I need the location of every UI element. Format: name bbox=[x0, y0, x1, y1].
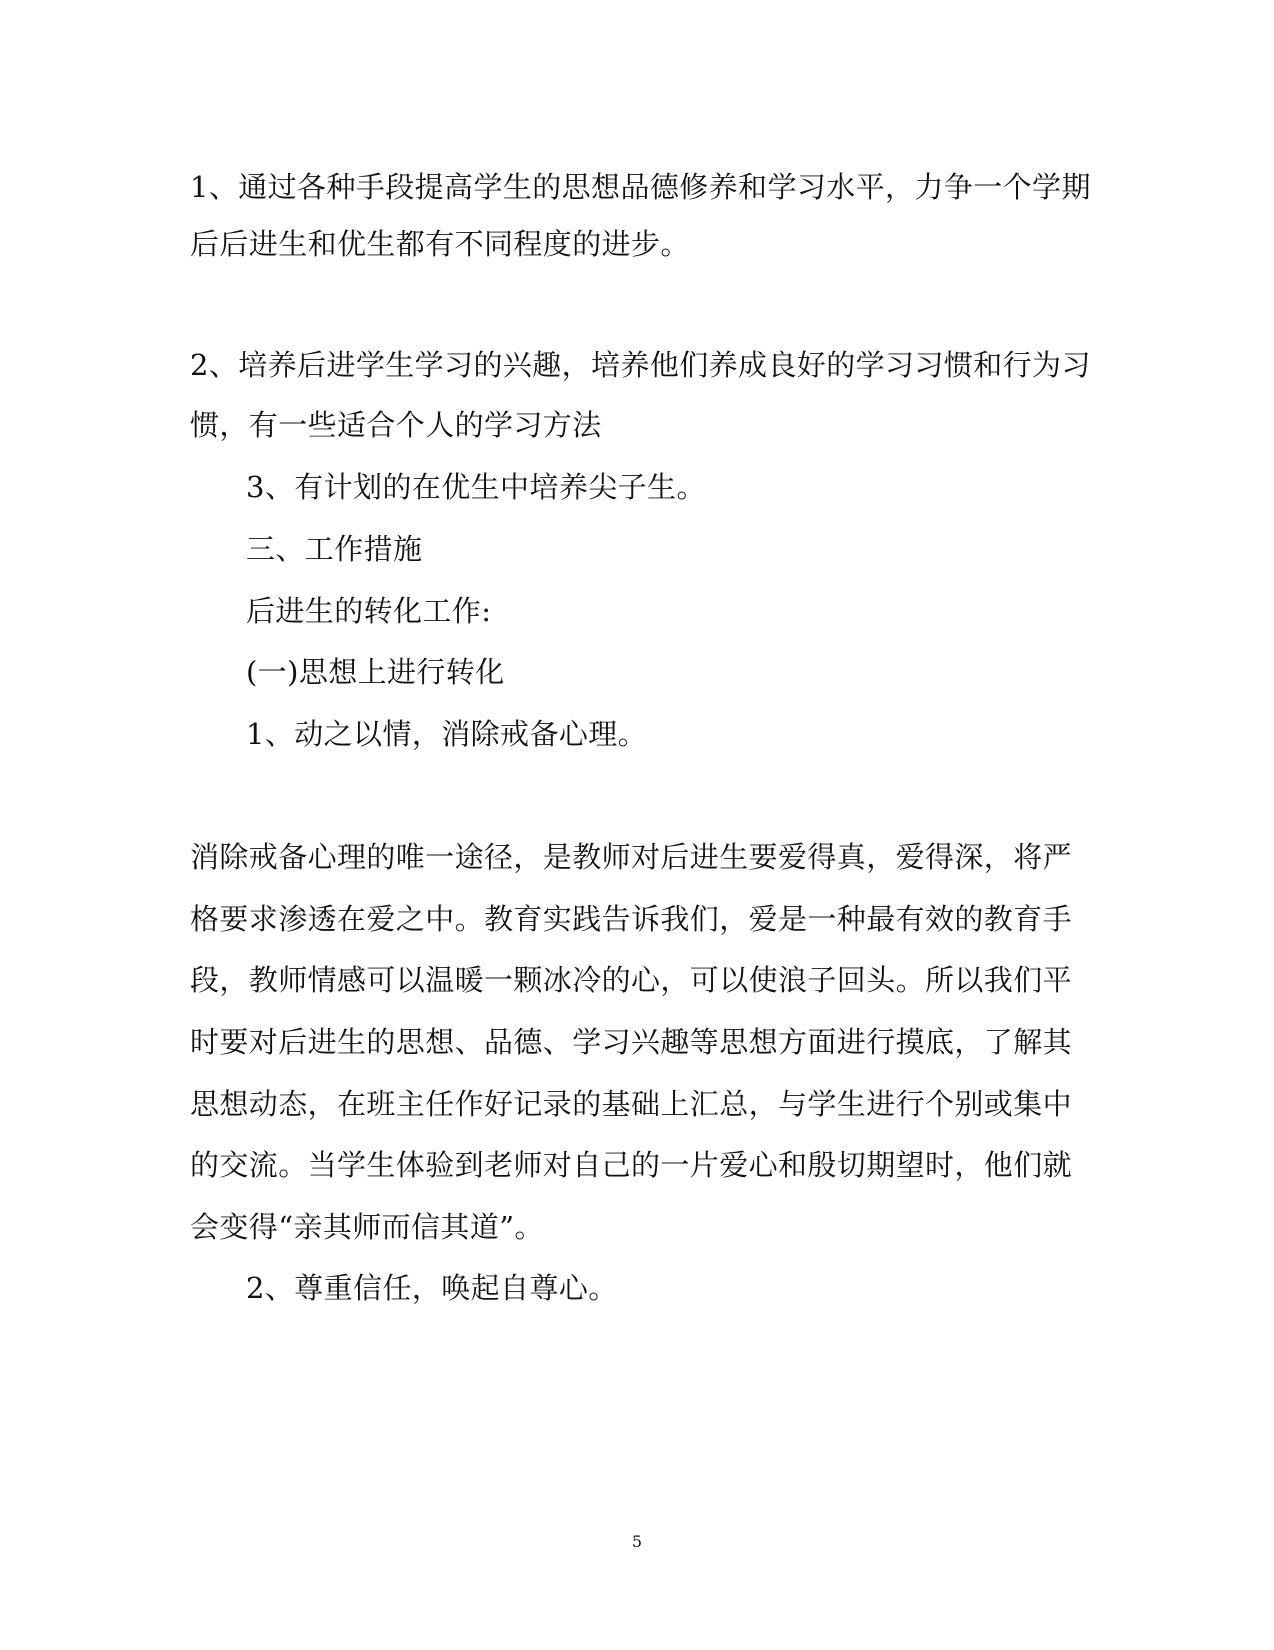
subheading-ideological: (一)思想上进行转化 bbox=[246, 655, 505, 689]
goal-3: 3、有计划的在优生中培养尖子生。 bbox=[246, 470, 706, 504]
paragraph-line: 段，教师情感可以温暖一颗冰冷的心，可以使浪子回头。所以我们平 bbox=[190, 963, 1073, 997]
point-1-heading: 1、动之以情，消除戒备心理。 bbox=[246, 717, 648, 751]
goal-1-line-1: 1、通过各种手段提高学生的思想品德修养和学习水平，力争一个学期 bbox=[190, 170, 1091, 204]
goal-1-line-2: 后后进生和优生都有不同程度的进步。 bbox=[190, 227, 690, 261]
paragraph-line: 的交流。当学生体验到老师对自己的一片爱心和殷切期望时，他们就 bbox=[190, 1148, 1073, 1182]
page-number: 5 bbox=[631, 1532, 643, 1551]
paragraph-line: 消除戒备心理的唯一途径，是教师对后进生要爱得真，爱得深，将严 bbox=[190, 840, 1073, 874]
goal-2-line-2: 惯，有一些适合个人的学习方法 bbox=[190, 408, 602, 442]
goal-2-line-1: 2、培养后进学生学习的兴趣，培养他们养成良好的学习习惯和行为习 bbox=[190, 348, 1091, 382]
section-heading-measures: 三、工作措施 bbox=[246, 532, 423, 566]
paragraph-line: 格要求渗透在爱之中。教育实践告诉我们，爱是一种最有效的教育手 bbox=[190, 902, 1073, 936]
paragraph-line: 时要对后进生的思想、品德、学习兴趣等思想方面进行摸底，了解其 bbox=[190, 1025, 1073, 1059]
subheading-transformation: 后进生的转化工作: bbox=[246, 594, 492, 628]
point-2-heading: 2、尊重信任，唤起自尊心。 bbox=[246, 1271, 618, 1305]
paragraph-line: 会变得“亲其师而信其道”。 bbox=[190, 1210, 544, 1244]
paragraph-line: 思想动态，在班主任作好记录的基础上汇总，与学生进行个别或集中 bbox=[190, 1087, 1073, 1121]
